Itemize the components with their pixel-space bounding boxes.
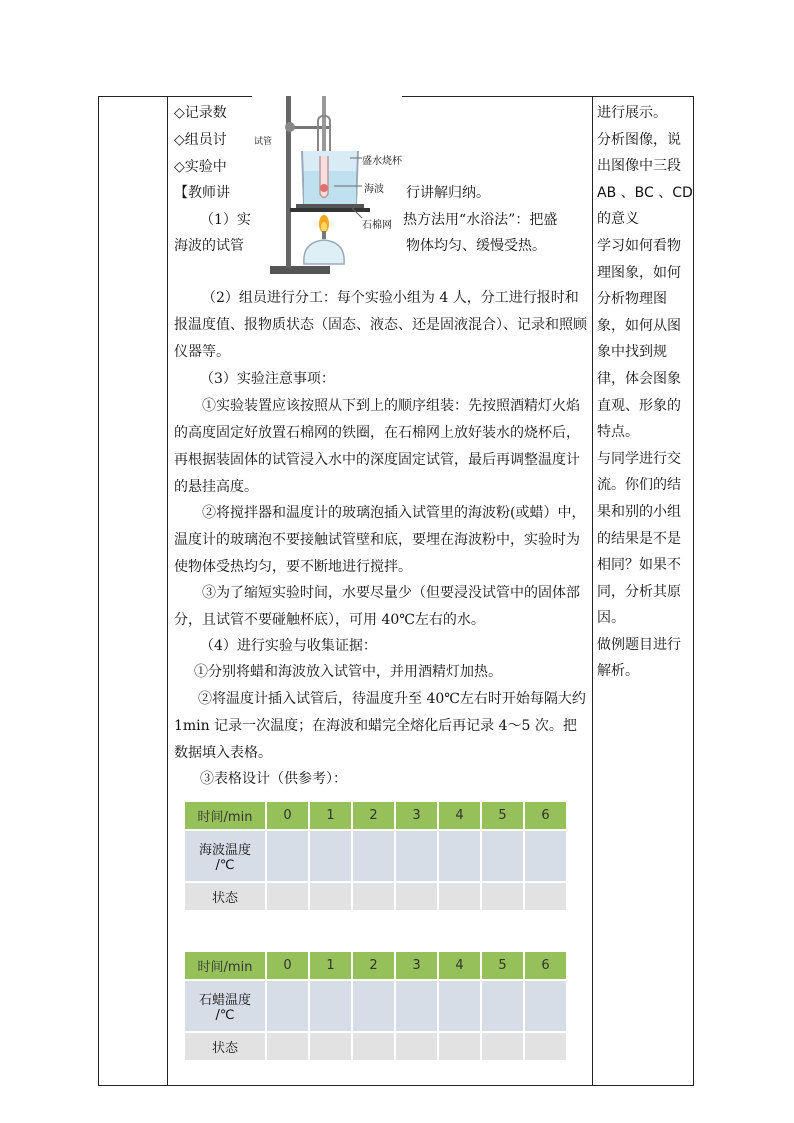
hypo-temperature-table: [183, 800, 568, 912]
note2-paragraph: ②将搅拌器和温度计的玻璃泡插入试管里的海波粉(或蜡）中，温度计的玻璃泡不要接触试管壁和底，要埋在海波粉中，实验时为使物体受热均匀，要不断地进行搅拌。: [174, 505, 586, 575]
table-header-row: [185, 952, 566, 979]
empty-cell: [439, 831, 480, 881]
time-cell: 3: [396, 802, 437, 829]
table-row: [185, 1033, 566, 1060]
label-beaker: 盛水烧杯: [362, 156, 402, 167]
time-cell: 5: [482, 952, 523, 979]
right-line: 做例题目进行: [597, 636, 681, 653]
teacher-heading-end: 行讲解归纳。: [406, 185, 490, 201]
discuss-line: ◇组员讨: [174, 132, 227, 148]
right-line: 分析物理图: [597, 291, 667, 308]
right-line: 分析图像，说: [597, 131, 681, 148]
empty-cell: [267, 981, 308, 1031]
temperature-label: [185, 981, 265, 1031]
experiment-line: ◇实验中: [174, 159, 227, 175]
column-divider-2: [592, 96, 593, 1086]
item1-end: 热方法用“水浴法”：把盛: [403, 212, 558, 228]
empty-cell: [310, 981, 351, 1031]
label-hypo: 海波: [364, 184, 384, 195]
label-test-tube: 试管: [254, 137, 273, 147]
right-line: 因。: [597, 610, 625, 627]
right-line: 流。你们的结: [597, 477, 681, 494]
time-cell: 5: [482, 802, 523, 829]
time-cell: 4: [439, 952, 480, 979]
state-label: 状态: [185, 1033, 265, 1060]
empty-cell: [525, 831, 566, 881]
table-row: [185, 981, 566, 1031]
wax-temperature-table: [183, 950, 568, 1062]
step1-line: ①分别将蜡和海波放入试管中，并用酒精灯加热。: [194, 664, 502, 680]
empty-cell: [267, 883, 308, 910]
empty-cell: [482, 981, 523, 1031]
empty-cell: [525, 1033, 566, 1060]
time-cell: 1: [310, 802, 351, 829]
empty-cell: [396, 883, 437, 910]
empty-cell: [525, 981, 566, 1031]
right-line: 的意义: [597, 211, 639, 228]
time-cell: 3: [396, 952, 437, 979]
state-label: 状态: [185, 883, 265, 910]
table-row: [185, 831, 566, 881]
right-line: 果和别的小组: [597, 503, 681, 520]
right-line: 的结果是不是: [597, 530, 681, 547]
empty-cell: [310, 883, 351, 910]
note3-paragraph: ③为了缩短实验时间，水要尽量少（但要浸没试管中的固体部分，且试管不要碰触杯底），可用 40℃左右的水。: [174, 585, 580, 628]
time-header: 时间/min: [185, 802, 265, 829]
empty-cell: [525, 883, 566, 910]
right-line: 与同学进行交: [597, 450, 681, 467]
item4-title: （4）进行实验与收集证据：: [200, 638, 377, 654]
empty-cell: [396, 981, 437, 1031]
student-activity-column: [597, 100, 691, 685]
empty-cell: [267, 1033, 308, 1060]
step3-line: ③表格设计（供参考）：: [200, 771, 347, 787]
right-line: 直观、形象的: [597, 397, 681, 414]
empty-cell: [439, 981, 480, 1031]
label-gauze: 石棉网: [362, 220, 392, 231]
empty-cell: [353, 981, 394, 1031]
temperature-label-b: /℃: [215, 1008, 235, 1023]
record-line: ◇记录数: [174, 105, 227, 121]
right-line: 相同？如果不: [597, 557, 681, 574]
time-cell: 6: [525, 802, 566, 829]
right-line: 律，体会图象: [597, 370, 681, 387]
empty-cell: [396, 831, 437, 881]
empty-cell: [353, 1033, 394, 1060]
right-line: 解析。: [597, 663, 639, 680]
temperature-label-a: 海波温度: [198, 843, 251, 858]
item1-line2-start: 海波的试管: [174, 238, 244, 254]
table-header-row: [185, 802, 566, 829]
column-divider-1: [167, 96, 168, 1086]
time-cell: 6: [525, 952, 566, 979]
right-line: 特点。: [597, 424, 639, 441]
empty-cell: [396, 1033, 437, 1060]
time-header: 时间/min: [185, 952, 265, 979]
empty-cell: [482, 1033, 523, 1060]
item1-start: （1）实: [200, 212, 251, 228]
empty-cell: [310, 1033, 351, 1060]
right-line: AB 、BC 、CD: [597, 184, 693, 201]
empty-cell: [482, 831, 523, 881]
empty-cell: [353, 883, 394, 910]
teacher-heading-start: 【教师讲: [174, 185, 230, 201]
item2-paragraph: （2）组员进行分工：每个实验小组为 4 人，分工进行报时和报温度值、报物质状态（固态、液态、还是固液混合）、记录和照顾仪器等。: [174, 290, 587, 360]
empty-cell: [439, 1033, 480, 1060]
right-line: 进行展示。: [597, 105, 667, 121]
step2-paragraph: ②将温度计插入试管后，待温度升至 40℃左右时开始每隔大约1min 记录一次温度；在海波和蜡完全熔化后再记录 4～5 次。把数据填入表格。: [174, 691, 586, 761]
temperature-label-a: 石蜡温度: [198, 993, 251, 1008]
right-line: 出图像中三段: [597, 158, 681, 175]
empty-cell: [353, 831, 394, 881]
item1-line2-end: 物体均匀、缓慢受热。: [406, 238, 546, 254]
item3-title: （3）实验注意事项：: [200, 371, 335, 387]
right-line: 理图象，如何: [597, 264, 681, 281]
right-line: 学习如何看物: [597, 237, 681, 254]
table-row: [185, 883, 566, 910]
temperature-label-b: /℃: [215, 858, 235, 873]
time-cell: 0: [267, 952, 308, 979]
empty-cell: [439, 883, 480, 910]
right-line: 象，如何从图: [597, 317, 681, 334]
right-line: 同，分析其原: [597, 583, 681, 600]
time-cell: 4: [439, 802, 480, 829]
right-line: 象中找到规: [597, 344, 667, 361]
note1-paragraph: ①实验装置应该按照从下到上的顺序组装：先按照酒精灯火焰的高度固定好放置石棉网的铁圈，在石棉网上放好装水的烧杯后，再根据装固体的试管浸入水中的深度固定试管，最后再调整温度计的悬挂高度。: [174, 398, 580, 495]
water-bath-apparatus-image: [252, 96, 402, 278]
temperature-label: [185, 831, 265, 881]
empty-cell: [267, 831, 308, 881]
time-cell: 2: [353, 802, 394, 829]
time-cell: 1: [310, 952, 351, 979]
time-cell: 0: [267, 802, 308, 829]
empty-cell: [310, 831, 351, 881]
time-cell: 2: [353, 952, 394, 979]
empty-cell: [482, 883, 523, 910]
